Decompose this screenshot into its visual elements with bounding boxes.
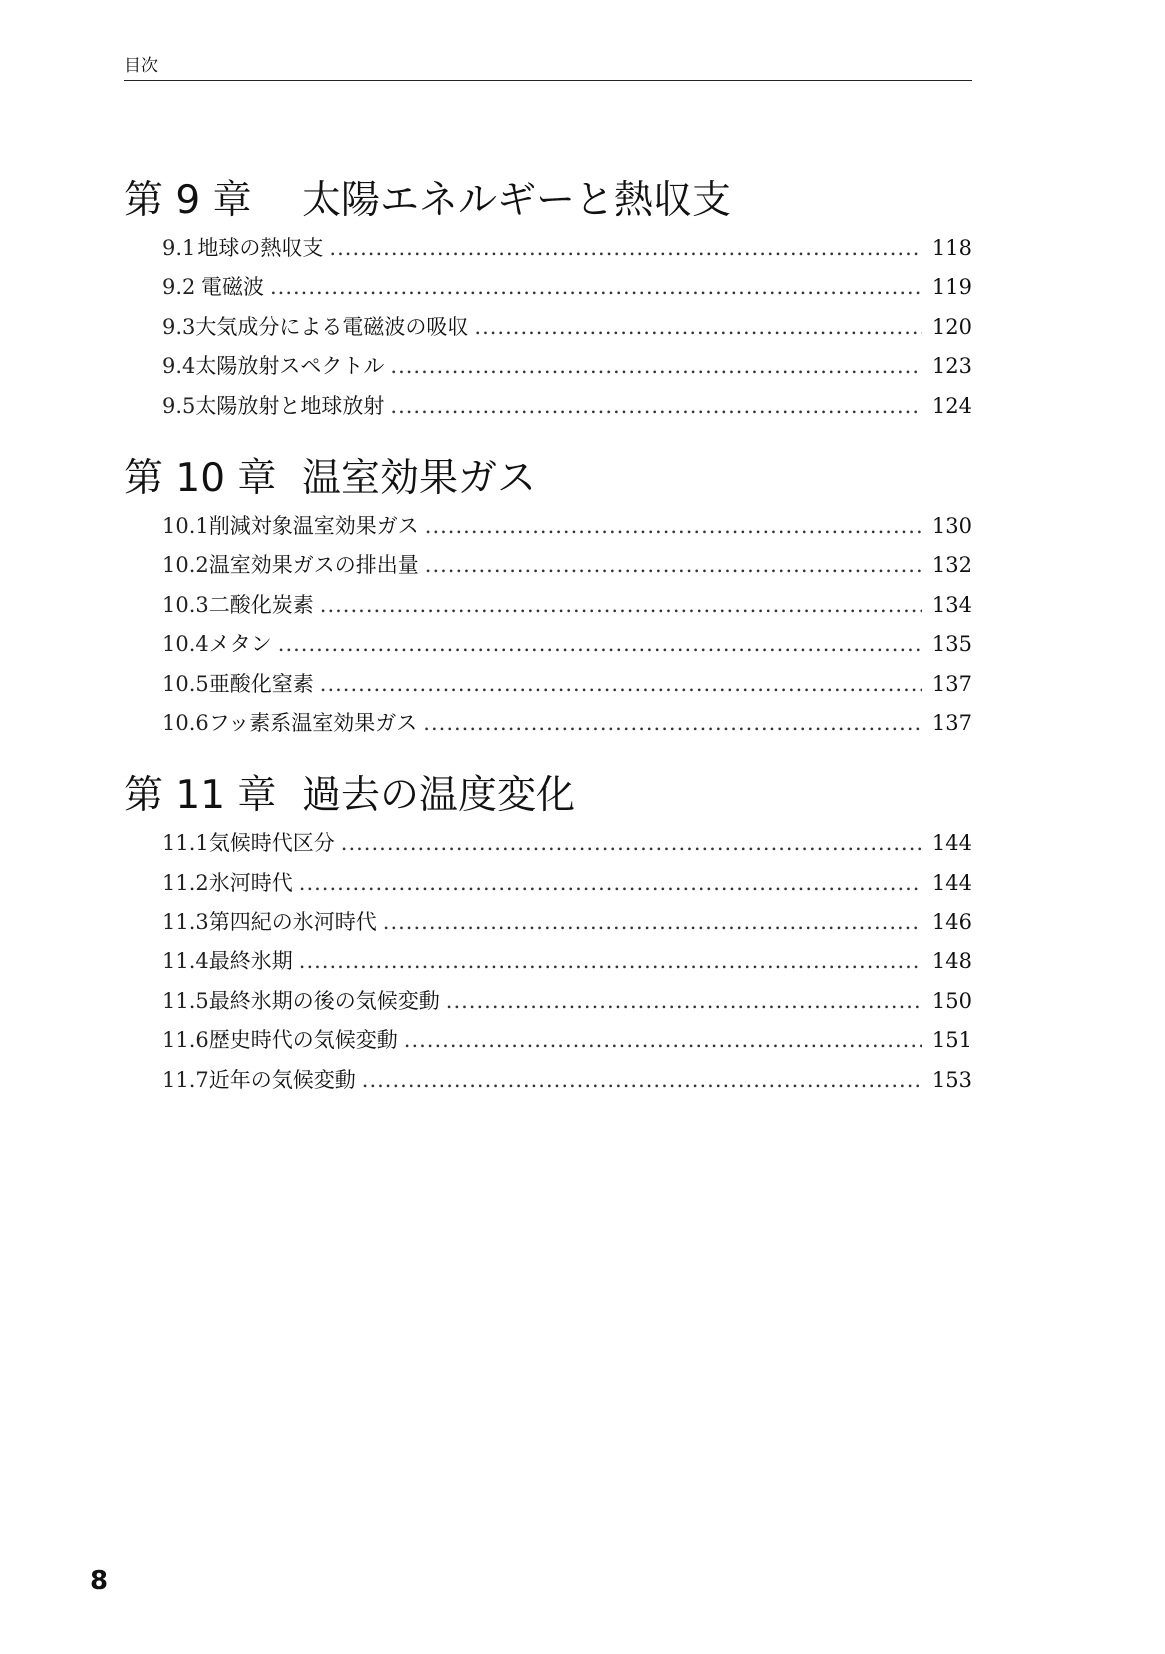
running-header bbox=[124, 56, 972, 81]
dot-leader bbox=[341, 824, 922, 863]
section-list bbox=[124, 824, 972, 1100]
section-title: 気候時代区分 bbox=[208, 831, 335, 856]
dot-leader bbox=[362, 1061, 922, 1100]
toc-entry[interactable] bbox=[124, 347, 972, 386]
section-number: 11.3 bbox=[162, 910, 209, 935]
section-title: 削減対象温室効果ガス bbox=[208, 513, 419, 538]
section-page: 123 bbox=[931, 354, 972, 379]
section-page: 150 bbox=[931, 988, 972, 1013]
toc-entry[interactable] bbox=[124, 665, 972, 704]
toc-entry[interactable] bbox=[124, 903, 972, 942]
section-title: フッ素系温室効果ガス bbox=[208, 710, 418, 735]
section-page: 137 bbox=[931, 671, 972, 696]
section-page: 120 bbox=[931, 314, 972, 339]
section-title: 最終氷期 bbox=[208, 949, 293, 974]
chapter-label: 第 11 章 bbox=[124, 773, 277, 819]
section-title: 氷河時代 bbox=[208, 870, 293, 895]
toc-entry[interactable] bbox=[124, 982, 972, 1021]
toc-entry[interactable] bbox=[124, 387, 972, 426]
section-title: 地球の熱収支 bbox=[197, 236, 324, 260]
toc-entry[interactable] bbox=[124, 546, 972, 585]
section-page: 119 bbox=[931, 275, 972, 300]
dot-leader bbox=[383, 903, 922, 942]
dot-leader bbox=[423, 704, 922, 743]
section-page: 137 bbox=[931, 710, 972, 735]
section-number: 10.1 bbox=[162, 513, 209, 538]
section-page: 148 bbox=[931, 949, 972, 974]
toc-entry[interactable] bbox=[124, 864, 972, 903]
section-page: 153 bbox=[931, 1067, 972, 1092]
chapter-title: 温室効果ガス bbox=[302, 455, 537, 501]
section-title: 最終氷期の後の気候変動 bbox=[208, 988, 440, 1013]
section-title: 温室効果ガスの排出量 bbox=[208, 553, 419, 578]
chapter-11 bbox=[124, 771, 972, 1100]
section-page: 146 bbox=[931, 910, 972, 935]
dot-leader bbox=[390, 387, 922, 426]
dot-leader bbox=[320, 665, 922, 704]
section-page: 124 bbox=[931, 393, 972, 418]
chapter-label: 第 10 章 bbox=[124, 455, 277, 501]
section-title: 第四紀の氷河時代 bbox=[208, 910, 377, 935]
dot-leader bbox=[446, 982, 922, 1021]
section-page: 135 bbox=[931, 632, 972, 657]
dot-leader bbox=[270, 268, 922, 307]
section-page: 144 bbox=[931, 831, 972, 856]
chapter-10 bbox=[124, 454, 972, 743]
section-page: 151 bbox=[931, 1028, 972, 1053]
section-number: 11.7 bbox=[162, 1067, 209, 1092]
section-page: 130 bbox=[931, 513, 972, 538]
section-number: 11.1 bbox=[162, 831, 209, 856]
section-title: 近年の気候変動 bbox=[208, 1067, 356, 1092]
section-number: 9.2 bbox=[162, 275, 196, 300]
chapter-9 bbox=[124, 176, 972, 426]
section-number: 10.6 bbox=[162, 710, 209, 735]
section-number: 10.2 bbox=[162, 553, 209, 578]
section-number: 9.3 bbox=[162, 314, 196, 339]
chapter-heading[interactable] bbox=[124, 771, 972, 821]
dot-leader bbox=[329, 229, 921, 268]
section-page: 118 bbox=[931, 236, 972, 260]
section-list bbox=[124, 229, 972, 426]
dot-leader bbox=[425, 507, 922, 546]
dot-leader bbox=[425, 546, 922, 585]
dot-leader bbox=[404, 1021, 922, 1060]
section-number: 9.4 bbox=[162, 354, 196, 379]
running-header-title: 目次 bbox=[124, 56, 158, 76]
section-title: 二酸化炭素 bbox=[208, 592, 314, 617]
chapter-title: 過去の温度変化 bbox=[302, 773, 576, 819]
toc-entry[interactable] bbox=[124, 229, 972, 268]
section-title: 大気成分による電磁波の吸収 bbox=[195, 314, 469, 339]
toc-entry[interactable] bbox=[124, 704, 972, 743]
table-of-contents bbox=[124, 176, 972, 1128]
section-title: 歴史時代の気候変動 bbox=[208, 1028, 398, 1053]
toc-entry[interactable] bbox=[124, 507, 972, 546]
section-page: 134 bbox=[931, 592, 972, 617]
section-number: 9.1 bbox=[162, 236, 196, 260]
section-title: 亜酸化窒素 bbox=[208, 671, 314, 696]
section-list bbox=[124, 507, 972, 743]
toc-entry[interactable] bbox=[124, 308, 972, 347]
dot-leader bbox=[474, 308, 922, 347]
chapter-heading[interactable] bbox=[124, 176, 972, 226]
toc-entry[interactable] bbox=[124, 625, 972, 664]
chapter-heading[interactable] bbox=[124, 454, 972, 504]
toc-entry[interactable] bbox=[124, 268, 972, 307]
section-number: 11.5 bbox=[162, 988, 209, 1013]
section-number: 9.5 bbox=[162, 393, 196, 418]
dot-leader bbox=[390, 347, 922, 386]
dot-leader bbox=[299, 864, 922, 903]
toc-entry[interactable] bbox=[124, 1061, 972, 1100]
section-number: 10.5 bbox=[162, 671, 209, 696]
chapter-title: 太陽エネルギーと熱収支 bbox=[302, 178, 732, 223]
chapter-label: 第 9 章 bbox=[124, 178, 252, 223]
section-number: 10.3 bbox=[162, 592, 209, 617]
toc-entry[interactable] bbox=[124, 586, 972, 625]
section-title: 太陽放射と地球放射 bbox=[195, 393, 385, 418]
dot-leader bbox=[299, 942, 922, 981]
dot-leader bbox=[320, 586, 922, 625]
section-number: 11.4 bbox=[162, 949, 209, 974]
section-title: 電磁波 bbox=[200, 275, 264, 300]
page-number: 8 bbox=[90, 1566, 109, 1596]
section-number: 11.6 bbox=[162, 1028, 209, 1053]
section-title: メタン bbox=[208, 632, 272, 657]
section-title: 太陽放射スペクトル bbox=[195, 354, 385, 379]
toc-entry[interactable] bbox=[124, 942, 972, 981]
toc-entry[interactable] bbox=[124, 1021, 972, 1060]
section-number: 11.2 bbox=[162, 870, 209, 895]
section-page: 132 bbox=[931, 553, 972, 578]
section-number: 10.4 bbox=[162, 632, 209, 657]
section-page: 144 bbox=[931, 870, 972, 895]
dot-leader bbox=[278, 625, 922, 664]
toc-entry[interactable] bbox=[124, 824, 972, 863]
